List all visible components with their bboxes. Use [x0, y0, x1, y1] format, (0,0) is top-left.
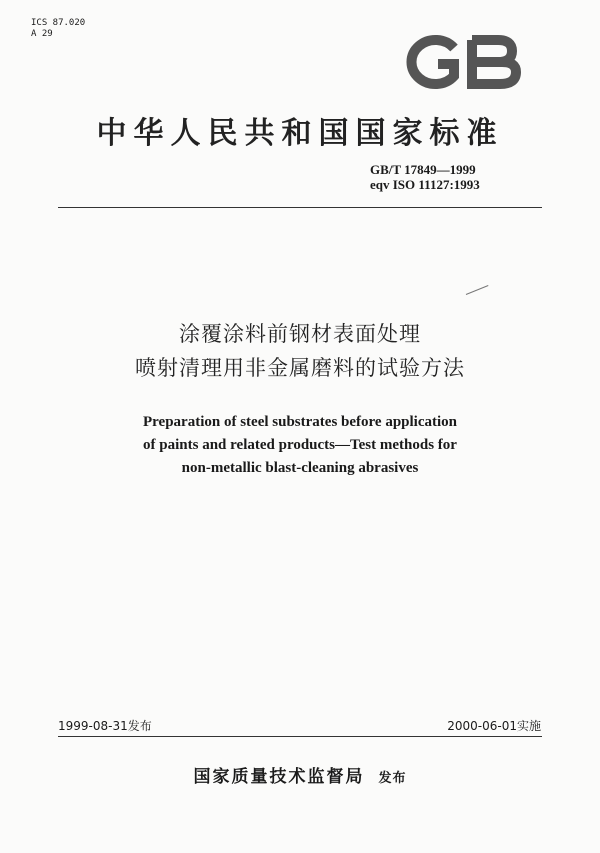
gb-logo — [398, 34, 530, 90]
classification-block — [31, 18, 85, 40]
english-title — [30, 411, 570, 480]
ics-code: ICS 87.020 — [31, 18, 86, 28]
equivalent-standard: eqv ISO 11127:1993 — [370, 177, 480, 192]
implementation-date: 2000-06-01实施 — [447, 719, 541, 733]
publisher-action: 发布 — [378, 771, 407, 786]
bottom-divider — [58, 736, 542, 737]
class-code: A 29 — [31, 29, 53, 39]
pen-mark — [466, 285, 489, 295]
main-title: 中华人民共和国国家标准 — [96, 116, 504, 151]
top-divider — [58, 207, 542, 208]
english-title-line-1: Preparation of steel substrates before application — [143, 414, 457, 430]
chinese-title-line-1: 涂覆涂料前钢材表面处理 — [179, 322, 421, 346]
issue-date: 1999-08-31发布 — [58, 719, 152, 733]
english-title-line-3: non-metallic blast-cleaning abrasives — [181, 460, 419, 476]
publisher-name: 国家质量技术监督局 — [193, 767, 365, 787]
english-title-line-2: of paints and related products—Test methods for — [143, 437, 457, 453]
chinese-title — [30, 317, 570, 385]
standard-number: GB/T 17849—1999 — [370, 162, 476, 177]
publisher-line — [30, 762, 570, 787]
standard-number-block — [370, 162, 480, 192]
chinese-title-line-2: 喷射清理用非金属磨料的试验方法 — [135, 356, 465, 380]
